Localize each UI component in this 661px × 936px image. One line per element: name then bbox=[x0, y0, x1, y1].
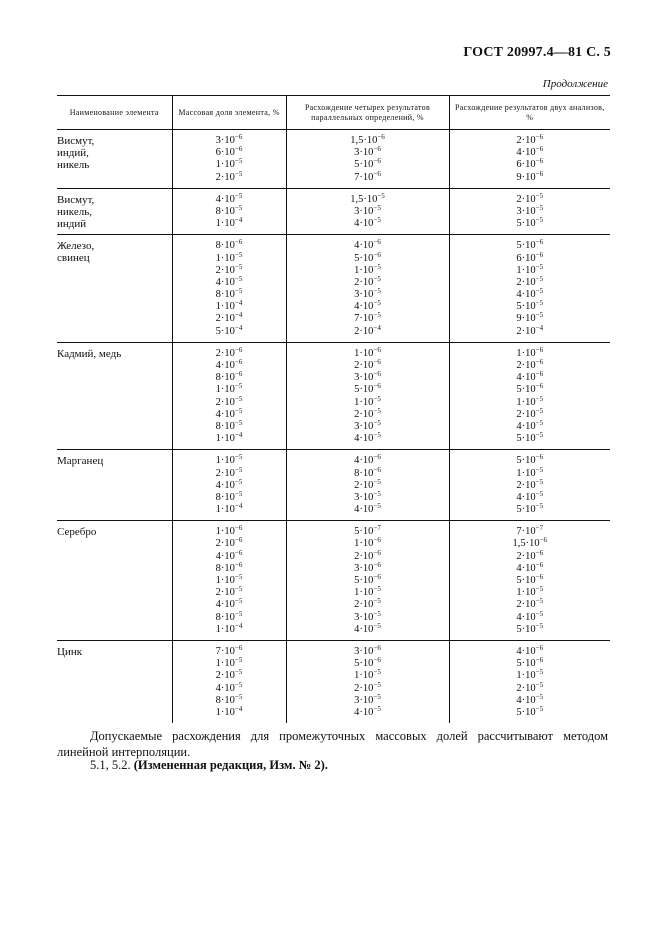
value: $2\cdot 10^{-5}$ bbox=[215, 169, 243, 183]
value: $4\cdot 10^{-5}$ bbox=[215, 191, 243, 205]
table-row bbox=[57, 188, 610, 235]
value: $4\cdot 10^{-5}$ bbox=[354, 704, 381, 718]
two-analyses-cell bbox=[449, 235, 610, 343]
value: $2\cdot 10^{-5}$ bbox=[516, 477, 544, 491]
value: $6\cdot 10^{-6}$ bbox=[215, 145, 243, 159]
value: $4\cdot 10^{-5}$ bbox=[215, 274, 243, 288]
value: $5\cdot 10^{-6}$ bbox=[516, 656, 544, 670]
two-analyses-cell bbox=[449, 188, 610, 235]
value: $5\cdot 10^{-5}$ bbox=[516, 299, 544, 313]
column-header-element: Наименование элемента bbox=[57, 96, 172, 130]
value: $8\cdot 10^{-6}$ bbox=[354, 465, 381, 479]
value: $4\cdot 10^{-6}$ bbox=[516, 145, 544, 159]
four-results-cell bbox=[286, 342, 449, 450]
value: $5\cdot 10^{-5}$ bbox=[516, 431, 544, 445]
value: $2\cdot 10^{-5}$ bbox=[354, 680, 381, 694]
value: $1\cdot 10^{-5}$ bbox=[215, 157, 243, 171]
value: $1\cdot 10^{-5}$ bbox=[516, 585, 544, 599]
element-name-line: никель, bbox=[57, 205, 92, 218]
element-name-line: никель bbox=[57, 159, 90, 171]
value: $4\cdot 10^{-5}$ bbox=[516, 609, 544, 623]
element-name-cell bbox=[57, 640, 172, 723]
value: $2\cdot 10^{-6}$ bbox=[215, 536, 243, 550]
value: $2\cdot 10^{-6}$ bbox=[516, 358, 544, 371]
value: $1\cdot 10^{-5}$ bbox=[215, 656, 243, 670]
value: $5\cdot 10^{-5}$ bbox=[516, 621, 544, 635]
element-name-line: Цинк bbox=[57, 645, 83, 658]
value: $1\cdot 10^{-4}$ bbox=[215, 216, 243, 230]
value: $4\cdot 10^{-5}$ bbox=[354, 431, 381, 445]
element-name-cell bbox=[57, 521, 172, 641]
value: $6\cdot 10^{-6}$ bbox=[516, 157, 544, 171]
value: $2\cdot 10^{-6}$ bbox=[354, 548, 381, 562]
value: $4\cdot 10^{-6}$ bbox=[354, 238, 381, 252]
value: $7\cdot 10^{-5}$ bbox=[354, 311, 381, 325]
element-name-line: Железо, bbox=[57, 240, 95, 253]
value: $3\cdot 10^{-6}$ bbox=[354, 643, 381, 657]
value: $1\cdot 10^{-4}$ bbox=[215, 621, 243, 635]
value: $4\cdot 10^{-6}$ bbox=[215, 358, 243, 371]
value: $4\cdot 10^{-5}$ bbox=[354, 216, 381, 230]
value: $1\cdot 10^{-5}$ bbox=[215, 573, 243, 586]
value: $4\cdot 10^{-6}$ bbox=[516, 560, 544, 574]
value: $7\cdot 10^{-6}$ bbox=[354, 169, 381, 183]
value: $4\cdot 10^{-6}$ bbox=[354, 453, 381, 467]
value: $2\cdot 10^{-5}$ bbox=[215, 668, 243, 682]
value: $4\cdot 10^{-5}$ bbox=[354, 621, 381, 635]
value: $8\cdot 10^{-5}$ bbox=[215, 287, 243, 301]
value: $2\cdot 10^{-4}$ bbox=[354, 323, 381, 337]
element-name-line: Марганец bbox=[57, 455, 104, 468]
value: $3\cdot 10^{-5}$ bbox=[516, 203, 544, 217]
column-header-four-results: Расхождение четырех результатов параллельных определений, % bbox=[286, 96, 449, 130]
value: $5\cdot 10^{-6}$ bbox=[354, 157, 381, 171]
element-name-line: Серебро bbox=[57, 526, 97, 539]
four-results-cell bbox=[286, 640, 449, 723]
four-results-cell bbox=[286, 130, 449, 189]
value: $2\cdot 10^{-5}$ bbox=[516, 597, 544, 611]
value: $4\cdot 10^{-5}$ bbox=[215, 477, 243, 491]
value: $1\cdot 10^{-4}$ bbox=[215, 502, 243, 516]
mass-fraction-cell bbox=[172, 188, 286, 235]
two-analyses-cell bbox=[449, 450, 610, 521]
value: $5\cdot 10^{-6}$ bbox=[354, 250, 381, 264]
four-results-cell bbox=[286, 235, 449, 343]
value: $4\cdot 10^{-6}$ bbox=[516, 370, 544, 384]
value: $5\cdot 10^{-5}$ bbox=[516, 502, 544, 516]
interpolation-note: Допускаемые расхождения для промежуточных массовых долей рассчитывают методом линейной интерполяции. bbox=[57, 729, 608, 759]
value: $1\cdot 10^{-5}$ bbox=[354, 394, 381, 408]
page-header: ГОСТ 20997.4—81 С. 5 bbox=[463, 45, 611, 60]
value: $5\cdot 10^{-6}$ bbox=[516, 382, 544, 396]
value: $5\cdot 10^{-5}$ bbox=[516, 216, 544, 230]
table-row bbox=[57, 640, 610, 723]
value: $2\cdot 10^{-5}$ bbox=[354, 477, 381, 491]
value: $4\cdot 10^{-5}$ bbox=[354, 299, 381, 313]
value: $1\cdot 10^{-5}$ bbox=[516, 262, 544, 276]
value: $4\cdot 10^{-6}$ bbox=[516, 643, 544, 657]
table-row bbox=[57, 342, 610, 450]
element-name-cell bbox=[57, 130, 172, 189]
value: $3\cdot 10^{-5}$ bbox=[354, 418, 381, 432]
element-name-cell bbox=[57, 235, 172, 343]
element-name-cell bbox=[57, 342, 172, 450]
edit-note-revision: (Измененная редакция, Изм. № 2). bbox=[133, 758, 328, 772]
four-results-cell bbox=[286, 521, 449, 641]
value: $1\cdot 10^{-5}$ bbox=[354, 585, 381, 599]
value: $1\cdot 10^{-5}$ bbox=[516, 465, 544, 479]
value: $2\cdot 10^{-5}$ bbox=[516, 191, 544, 205]
value: $1\cdot 10^{-4}$ bbox=[215, 431, 243, 445]
mass-fraction-cell bbox=[172, 130, 286, 189]
value: $2\cdot 10^{-5}$ bbox=[215, 262, 243, 276]
edit-note bbox=[90, 758, 328, 773]
value: $1,5\cdot 10^{-6}$ bbox=[512, 536, 548, 550]
table-row bbox=[57, 235, 610, 343]
value: $2\cdot 10^{-5}$ bbox=[516, 406, 544, 420]
value: $8\cdot 10^{-5}$ bbox=[215, 418, 243, 432]
value: $4\cdot 10^{-5}$ bbox=[354, 502, 381, 516]
value: $8\cdot 10^{-5}$ bbox=[215, 489, 243, 503]
column-header-mass-fraction: Массовая доля элемента, % bbox=[172, 96, 286, 130]
value: $4\cdot 10^{-5}$ bbox=[215, 597, 243, 611]
value: $1\cdot 10^{-4}$ bbox=[215, 299, 243, 313]
value: $9\cdot 10^{-6}$ bbox=[516, 169, 544, 183]
two-analyses-cell bbox=[449, 342, 610, 450]
value: $9\cdot 10^{-5}$ bbox=[516, 311, 544, 325]
element-name-cell bbox=[57, 450, 172, 521]
four-results-cell bbox=[286, 450, 449, 521]
value: $4\cdot 10^{-5}$ bbox=[516, 489, 544, 503]
value: $5\cdot 10^{-6}$ bbox=[516, 573, 544, 586]
table-row bbox=[57, 450, 610, 521]
value: $2\cdot 10^{-5}$ bbox=[516, 680, 544, 694]
element-name-cell bbox=[57, 188, 172, 235]
value: $4\cdot 10^{-5}$ bbox=[516, 418, 544, 432]
table-row bbox=[57, 130, 610, 189]
value: $2\cdot 10^{-6}$ bbox=[215, 345, 243, 359]
value: $3\cdot 10^{-5}$ bbox=[354, 287, 381, 301]
value: $2\cdot 10^{-6}$ bbox=[516, 133, 544, 146]
value: $1\cdot 10^{-4}$ bbox=[215, 704, 243, 718]
value: $1,5\cdot 10^{-6}$ bbox=[350, 133, 385, 146]
element-name-line: Висмут, bbox=[57, 193, 95, 206]
table-header-row bbox=[57, 96, 610, 130]
continuation-label: Продолжение bbox=[542, 78, 608, 90]
value: $8\cdot 10^{-6}$ bbox=[215, 560, 243, 574]
value: $1\cdot 10^{-6}$ bbox=[215, 524, 243, 538]
value: $2\cdot 10^{-5}$ bbox=[354, 597, 381, 611]
four-results-cell bbox=[286, 188, 449, 235]
value: $5\cdot 10^{-4}$ bbox=[215, 323, 243, 337]
value: $3\cdot 10^{-5}$ bbox=[354, 489, 381, 503]
value: $1\cdot 10^{-6}$ bbox=[516, 345, 544, 359]
tolerance-table bbox=[57, 95, 610, 723]
value: $1\cdot 10^{-5}$ bbox=[215, 250, 243, 264]
value: $4\cdot 10^{-5}$ bbox=[215, 406, 243, 420]
value: $5\cdot 10^{-6}$ bbox=[354, 656, 381, 670]
value: $1\cdot 10^{-5}$ bbox=[354, 668, 381, 682]
element-name-line: свинец bbox=[57, 252, 90, 265]
value: $3\cdot 10^{-6}$ bbox=[354, 560, 381, 574]
value: $8\cdot 10^{-5}$ bbox=[215, 609, 243, 623]
value: $2\cdot 10^{-6}$ bbox=[354, 358, 381, 371]
value: $8\cdot 10^{-5}$ bbox=[215, 692, 243, 706]
value: $8\cdot 10^{-6}$ bbox=[215, 370, 243, 384]
value: $2\cdot 10^{-5}$ bbox=[516, 274, 544, 288]
value: $5\cdot 10^{-6}$ bbox=[516, 238, 544, 252]
value: $5\cdot 10^{-5}$ bbox=[516, 704, 544, 718]
value: $5\cdot 10^{-6}$ bbox=[516, 453, 544, 467]
value: $1,5\cdot 10^{-5}$ bbox=[350, 191, 385, 205]
value: $4\cdot 10^{-5}$ bbox=[516, 287, 544, 301]
value: $7\cdot 10^{-6}$ bbox=[215, 643, 243, 657]
mass-fraction-cell bbox=[172, 521, 286, 641]
element-name-line: индий, bbox=[57, 147, 89, 159]
value: $8\cdot 10^{-6}$ bbox=[215, 238, 243, 252]
element-name-line: Висмут, bbox=[57, 135, 95, 147]
element-name-line: Кадмий, медь bbox=[57, 347, 122, 360]
value: $4\cdot 10^{-5}$ bbox=[516, 692, 544, 706]
value: $5\cdot 10^{-7}$ bbox=[354, 524, 381, 538]
value: $5\cdot 10^{-6}$ bbox=[354, 573, 381, 586]
mass-fraction-cell bbox=[172, 235, 286, 343]
value: $3\cdot 10^{-6}$ bbox=[215, 133, 243, 146]
value: $1\cdot 10^{-5}$ bbox=[516, 668, 544, 682]
value: $2\cdot 10^{-6}$ bbox=[516, 548, 544, 562]
value: $3\cdot 10^{-5}$ bbox=[354, 203, 381, 217]
value: $2\cdot 10^{-5}$ bbox=[215, 394, 243, 408]
value: $3\cdot 10^{-6}$ bbox=[354, 370, 381, 384]
value: $1\cdot 10^{-5}$ bbox=[516, 394, 544, 408]
value: $3\cdot 10^{-5}$ bbox=[354, 609, 381, 623]
value: $1\cdot 10^{-6}$ bbox=[354, 536, 381, 550]
value: $2\cdot 10^{-5}$ bbox=[215, 465, 243, 479]
value: $1\cdot 10^{-5}$ bbox=[215, 453, 243, 467]
mass-fraction-cell bbox=[172, 342, 286, 450]
value: $8\cdot 10^{-5}$ bbox=[215, 203, 243, 217]
two-analyses-cell bbox=[449, 640, 610, 723]
value: $1\cdot 10^{-6}$ bbox=[354, 345, 381, 359]
value: $6\cdot 10^{-6}$ bbox=[516, 250, 544, 264]
two-analyses-cell bbox=[449, 521, 610, 641]
two-analyses-cell bbox=[449, 130, 610, 189]
element-name-line: индий bbox=[57, 217, 87, 230]
value: $5\cdot 10^{-6}$ bbox=[354, 382, 381, 396]
value: $1\cdot 10^{-5}$ bbox=[215, 382, 243, 396]
mass-fraction-cell bbox=[172, 450, 286, 521]
column-header-two-analyses: Расхождение результатов двух анализов, % bbox=[449, 96, 610, 130]
value: $3\cdot 10^{-5}$ bbox=[354, 692, 381, 706]
table-row bbox=[57, 521, 610, 641]
edit-note-clauses: 5.1, 5.2. bbox=[90, 758, 131, 772]
mass-fraction-cell bbox=[172, 640, 286, 723]
value: $1\cdot 10^{-5}$ bbox=[354, 262, 381, 276]
value: $2\cdot 10^{-5}$ bbox=[354, 274, 381, 288]
value: $2\cdot 10^{-5}$ bbox=[215, 585, 243, 599]
value: $7\cdot 10^{-7}$ bbox=[516, 524, 544, 538]
value: $2\cdot 10^{-4}$ bbox=[516, 323, 544, 337]
value: $4\cdot 10^{-6}$ bbox=[215, 548, 243, 562]
value: $3\cdot 10^{-6}$ bbox=[354, 145, 381, 159]
value: $4\cdot 10^{-5}$ bbox=[215, 680, 243, 694]
value: $2\cdot 10^{-5}$ bbox=[354, 406, 381, 420]
value: $2\cdot 10^{-4}$ bbox=[215, 311, 243, 325]
